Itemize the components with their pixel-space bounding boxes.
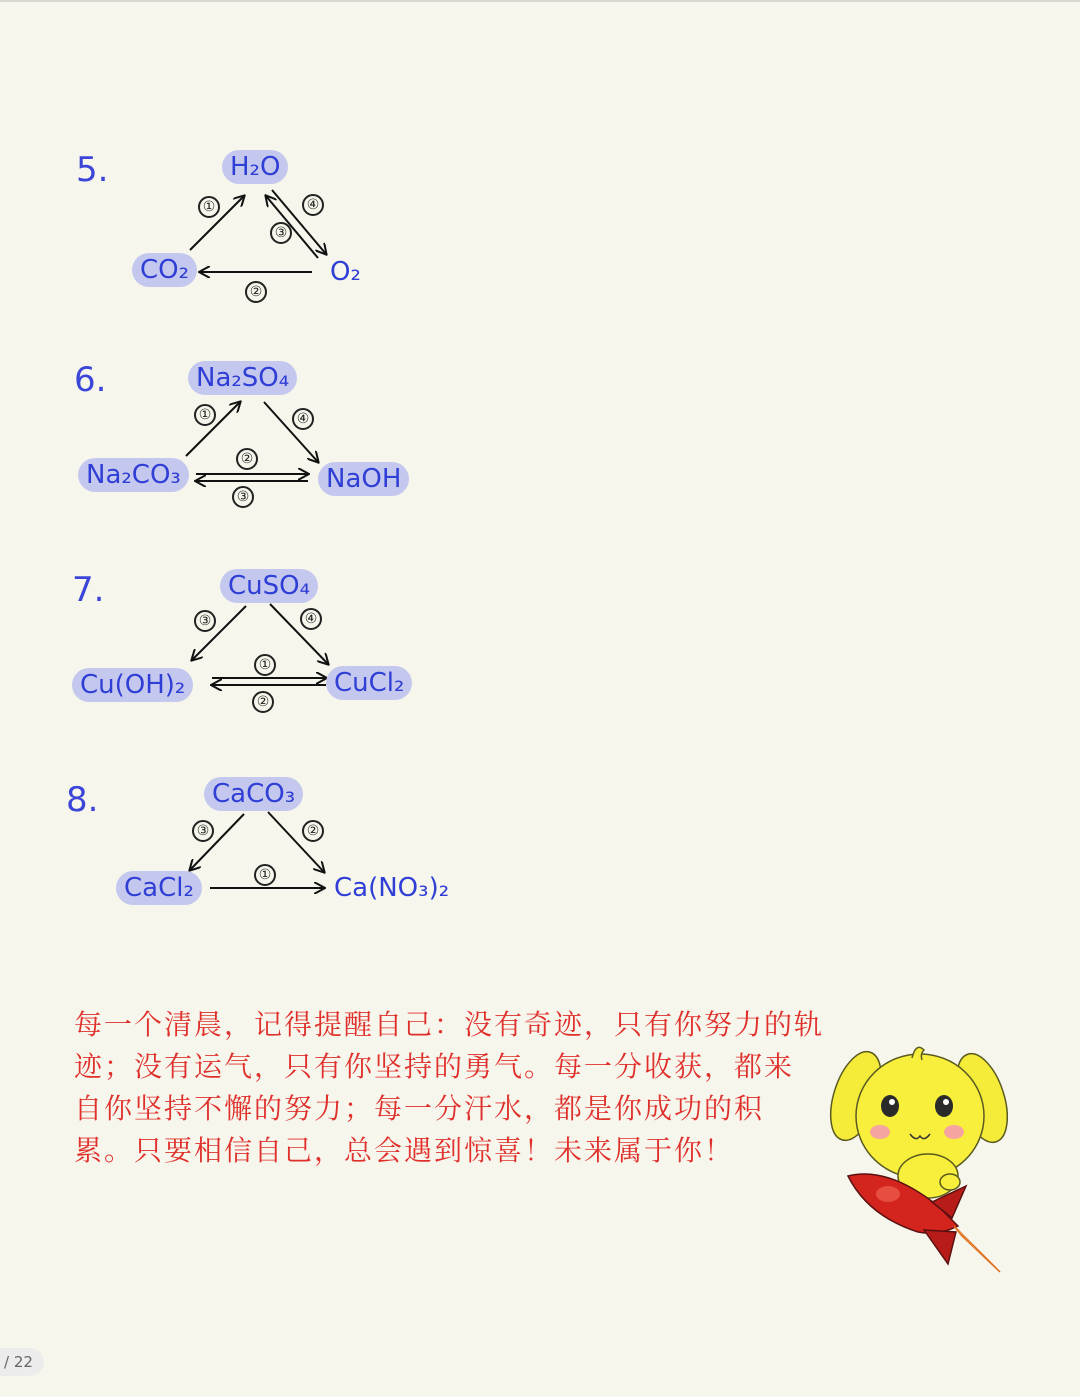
mascot-rocket-icon [828, 1036, 1008, 1276]
diagram-number: 8. [66, 780, 99, 820]
species-right: NaOH [318, 462, 409, 496]
species-top: H₂O [222, 150, 288, 184]
step-label: ② [302, 820, 324, 842]
quote-line: 每一个清晨，记得提醒自己：没有奇迹，只有你努力的轨 [74, 1008, 825, 1041]
species-top: CaCO₃ [204, 777, 303, 811]
species-top: CuSO₄ [220, 569, 318, 603]
step-label: ② [236, 448, 258, 470]
step-label: ④ [302, 194, 324, 216]
step-label: ④ [292, 408, 314, 430]
step-label: ③ [192, 820, 214, 842]
step-label: ③ [232, 486, 254, 508]
species-left: CaCl₂ [116, 871, 202, 905]
species-left: CO₂ [132, 253, 197, 287]
species-right: CuCl₂ [326, 666, 412, 700]
step-label: ② [245, 281, 267, 303]
species-right: O₂ [330, 257, 361, 287]
page-indicator: / 22 [0, 1348, 44, 1376]
step-label: ① [254, 654, 276, 676]
diagram-number: 7. [72, 570, 105, 610]
species-left: Cu(OH)₂ [72, 668, 193, 702]
step-label: ① [198, 196, 220, 218]
motivational-quote [74, 1004, 864, 1172]
step-label: ③ [194, 610, 216, 632]
step-label: ① [254, 864, 276, 886]
species-right: Ca(NO₃)₂ [334, 873, 450, 903]
step-label: ④ [300, 608, 322, 630]
quote-line: 累。只要相信自己，总会遇到惊喜！未来属于你！ [74, 1134, 735, 1167]
step-label: ② [252, 691, 274, 713]
quote-line: 迹；没有运气，只有你坚持的勇气。每一分收获，都来 [74, 1050, 795, 1083]
step-label: ① [194, 404, 216, 426]
step-label: ③ [270, 222, 292, 244]
species-left: Na₂CO₃ [78, 458, 189, 492]
diagram-number: 5. [76, 150, 109, 190]
species-top: Na₂SO₄ [188, 361, 297, 395]
diagram-number: 6. [74, 360, 107, 400]
quote-line: 自你坚持不懈的努力；每一分汗水，都是你成功的积 [74, 1092, 765, 1125]
